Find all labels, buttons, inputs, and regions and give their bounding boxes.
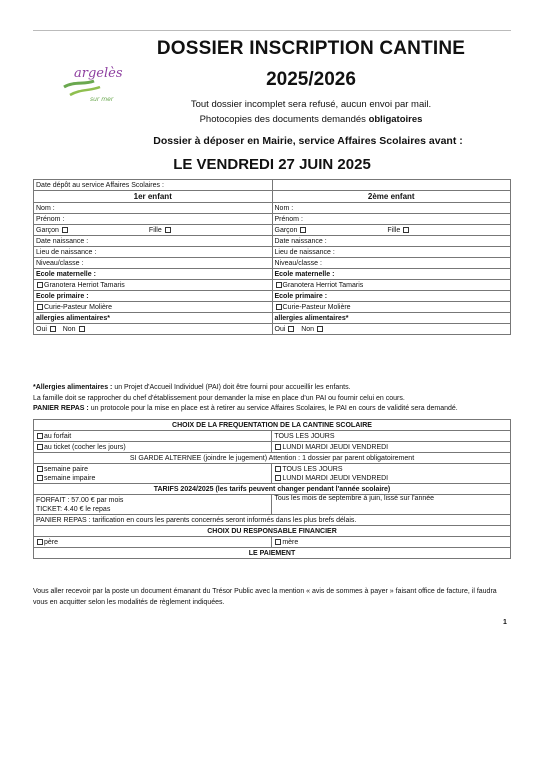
paiement-text: Vous aller recevoir par la poste un document émanant du Trésor Public avec la mention « avis de sommes à payer » faisant office de facture, il faudra vous en acquitter selon les modalités de règlement indiquées. [33,588,497,606]
nom-field-2[interactable]: Nom : [272,203,511,214]
garde-jours[interactable]: TOUS LES JOURS LUNDI MARDI JEUDI VENDREDI [272,464,511,484]
lieu-field-1[interactable]: Lieu de naissance : [34,247,273,258]
forfait-option[interactable]: au forfait [34,431,272,442]
svg-text:sur mer: sur mer [90,96,114,103]
niveau-field-2[interactable]: Niveau/classe : [272,258,511,269]
checkbox-icon [37,304,43,310]
prim-options-2[interactable]: Curie-Pasteur Molière [272,302,511,313]
checkbox-icon [37,475,43,481]
document-title: DOSSIER INSCRIPTION CANTINE [156,38,466,59]
garde-alternee: SI GARDE ALTERNEE (joindre le jugement) Attention : 1 dossier par parent obligatoirement [34,453,511,464]
checkbox-icon [165,227,171,233]
tarifs-lisse: Tous les mois de septembre à juin, lissé sur l'année [272,495,511,515]
allergies-choice-2[interactable]: Oui Non [272,324,511,335]
checkbox-icon [288,326,294,332]
allergies-label-1: allergies alimentaires* [34,313,273,324]
checkbox-icon [37,433,43,439]
niveau-field-1[interactable]: Niveau/classe : [34,258,273,269]
checkbox-icon [317,326,323,332]
checkbox-icon [275,444,281,450]
tarifs-title: TARIFS 2024/2025 (les tarifs peuvent changer pendant l'année scolaire) [34,484,511,495]
allergies-choice-1[interactable]: Oui Non [34,324,273,335]
nom-field-1[interactable]: Nom : [34,203,273,214]
school-year: 2025/2026 [266,69,356,90]
panier-tarif: PANIER REPAS : tarification en cours les parents concernés seront informés dans les plus brefs délais. [34,515,511,526]
ecole-mat-label-2: Ecole maternelle : [272,269,511,280]
page-number: 1 [503,619,507,626]
frequency-title: CHOIX DE LA FREQUENTATION DE LA CANTINE SCOLAIRE [34,420,511,431]
sexe-field-2[interactable]: Garçon Fille [272,225,511,236]
paiement-title: LE PAIEMENT [34,548,511,559]
mere-option[interactable]: mère [272,537,511,548]
documents-notice: Photocopies des documents demandés obligatoires [199,114,423,125]
svg-text:argelès: argelès [74,66,123,81]
child-info-table [33,179,511,335]
depot-cell[interactable]: Date dépôt au service Affaires Scolaires : [34,180,273,191]
prenom-field-2[interactable]: Prénom : [272,214,511,225]
allergy-notes: *Allergies alimentaires : un Projet d'Accueil Individuel (PAI) doit être fourni pour accueillir les enfants. La famille doit se rapprocher du chef d'établissement pour demander la mise en place d'un PAI ou fournir celui en cours. PANIER REPAS : un protocole pour la mise en place est à retirer au service Affaires Scolaires, le PAI en cours de validité sera demandé. [33,384,458,412]
checkbox-icon [50,326,56,332]
checkbox-icon [276,304,282,310]
deadline-date: LE VENDREDI 27 JUIN 2025 [173,156,371,173]
checkbox-icon [300,227,306,233]
checkbox-icon [403,227,409,233]
mat-options-2[interactable]: Granotera Herriot Tamaris [272,280,511,291]
checkbox-icon [37,539,43,545]
naissance-field-1[interactable]: Date naissance : [34,236,273,247]
checkbox-icon [37,466,43,472]
prim-options-1[interactable]: Curie-Pasteur Molière [34,302,273,313]
deposit-notice: Dossier à déposer en Mairie, service Affaires Scolaires avant : [153,135,463,147]
checkbox-icon [62,227,68,233]
ticket-option[interactable]: au ticket (cocher les jours) [34,442,272,453]
checkbox-icon [37,444,43,450]
semaine-options[interactable]: semaine paire semaine impaire [34,464,272,484]
frequency-table [33,419,511,559]
checkbox-icon [276,282,282,288]
checkbox-icon [79,326,85,332]
checkbox-icon [37,282,43,288]
tarifs-values: FORFAIT : 57.00 € par mois TICKET: 4.40 € le repas [34,495,272,515]
child2-header: 2ème enfant [272,191,511,203]
ecole-mat-label-1: Ecole maternelle : [34,269,273,280]
pere-option[interactable]: père [34,537,272,548]
tous-jours-label: TOUS LES JOURS [272,431,511,442]
incomplete-notice: Tout dossier incomplet sera refusé, aucun envoi par mail. [190,99,432,110]
child1-header: 1er enfant [34,191,273,203]
checkbox-icon [275,475,281,481]
naissance-field-2[interactable]: Date naissance : [272,236,511,247]
ecole-prim-label-1: Ecole primaire : [34,291,273,302]
ecole-prim-label-2: Ecole primaire : [272,291,511,302]
responsable-title: CHOIX DU RESPONSABLE FINANCIER [34,526,511,537]
mat-options-1[interactable]: Granotera Herriot Tamaris [34,280,273,291]
checkbox-icon [275,466,281,472]
jours-options[interactable]: LUNDI MARDI JEUDI VENDREDI [272,442,511,453]
sexe-field-1[interactable]: Garçon Fille [34,225,273,236]
allergies-label-2: allergies alimentaires* [272,313,511,324]
lieu-field-2[interactable]: Lieu de naissance : [272,247,511,258]
checkbox-icon [275,539,281,545]
prenom-field-1[interactable]: Prénom : [34,214,273,225]
